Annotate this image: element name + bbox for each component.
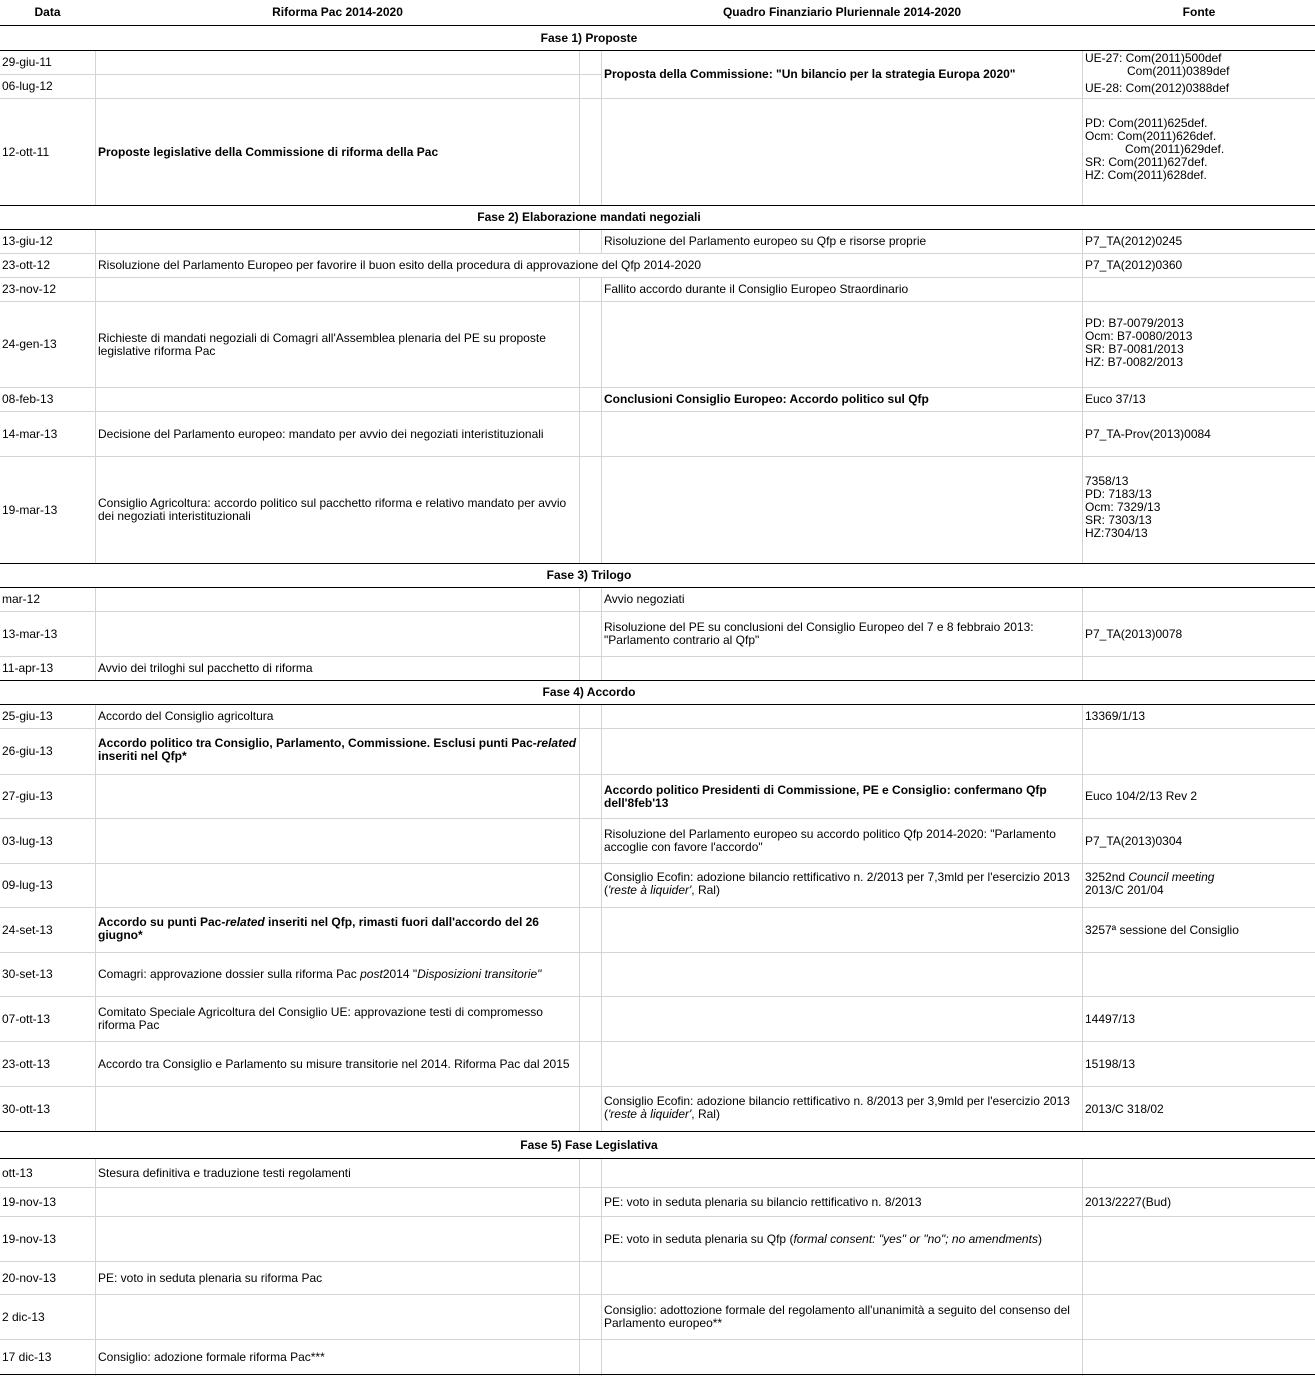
fonte-line: SR: 7303/13	[1085, 513, 1152, 527]
table-row	[0, 1159, 1315, 1187]
fonte-line: PD: Com(2011)625def.	[1085, 116, 1208, 130]
table-row	[0, 588, 1315, 611]
pac-cell: Proposte legislative della Commissione di riforma della Pac	[98, 144, 439, 159]
table-row	[0, 99, 1315, 205]
header-qfp: Quadro Finanziario Pluriennale 2014-2020	[722, 5, 962, 19]
phase-title: Fase 3) Trilogo	[546, 568, 632, 582]
qfp-cell	[602, 1217, 1082, 1261]
fonte-cell	[1083, 864, 1315, 907]
qfp-text: )	[1037, 1231, 1042, 1246]
qfp-cell: PE: voto in seduta plenaria su bilancio rettificativo n. 8/2013	[604, 1194, 922, 1209]
date-cell: 07-ott-13	[2, 1011, 51, 1026]
fonte-cell: Euco 104/2/13 Rev 2	[1085, 789, 1198, 803]
fonte-line: 7358/13	[1085, 474, 1129, 488]
qfp-cell: Avvio negoziati	[604, 592, 685, 606]
table-row	[0, 230, 1315, 253]
qfp-text-italic: 'reste à liquider'	[608, 1107, 692, 1121]
fonte-line: Com(2011)629def.	[1125, 142, 1225, 156]
pac-cell: Comitato Speciale Agricoltura del Consiglio UE: approvazione testi di compromesso riforma Pac	[98, 1005, 543, 1032]
qfp-text-italic: 'reste à liquider'	[608, 883, 692, 897]
fonte-cell: P7_TA-Prov(2013)0084	[1085, 426, 1211, 441]
qfp-text: , Ral)	[691, 1107, 720, 1121]
table-row	[0, 657, 1315, 680]
date-cell: 29-giu-11	[2, 55, 52, 69]
phase-title: Fase 5) Fase Legislativa	[520, 1137, 658, 1152]
fonte-line: UE-27: Com(2011)500def	[1085, 51, 1222, 65]
table-row	[0, 819, 1315, 863]
phase-row	[0, 564, 1315, 587]
date-cell: 08-feb-13	[2, 392, 54, 406]
pac-text: 2014 "	[382, 967, 418, 981]
header-data: Data	[34, 5, 61, 19]
fonte-cell: 15198/13	[1085, 1056, 1136, 1071]
table-row	[0, 705, 1315, 728]
phase-row	[0, 206, 1315, 229]
date-cell: 23-ott-12	[2, 258, 51, 272]
date-cell: 2 dic-13	[2, 1309, 45, 1324]
fonte-cell	[1083, 99, 1315, 205]
qfp-text: PE: voto in seduta plenaria su Qfp (	[604, 1231, 794, 1246]
table-row	[0, 1217, 1315, 1261]
fonte-text: 3252nd	[1085, 870, 1129, 884]
table-row	[0, 302, 1315, 387]
qfp-text: Consiglio Ecofin: adozione bilancio rettificativo n. 2/2013 per 7,3mld per l'esercizio 2013 (	[604, 870, 1070, 897]
pac-text: Accordo politico tra Consiglio, Parlamento, Commissione. Esclusi punti Pac-	[98, 736, 537, 750]
row-divider	[0, 1374, 1315, 1375]
fonte-cell: 2013/2227(Bud)	[1085, 1194, 1172, 1209]
phase-title: Fase 4) Accordo	[542, 685, 636, 699]
fonte-cell: 3257ª sessione del Consiglio	[1085, 922, 1239, 937]
fonte-line: SR: Com(2011)627def.	[1085, 155, 1208, 169]
date-cell: 25-giu-13	[2, 709, 53, 723]
table-row	[0, 612, 1315, 656]
phase-row	[0, 1132, 1315, 1158]
pac-text: Comagri: approvazione dossier sulla riforma Pac	[98, 967, 357, 981]
fonte-text-italic: Council meeting	[1128, 870, 1215, 884]
fonte-cell: P7_TA(2013)0078	[1085, 626, 1183, 641]
date-cell: 19-nov-13	[2, 1194, 57, 1209]
date-cell: 23-ott-13	[2, 1056, 51, 1071]
fonte-cell: P7_TA(2012)0360	[1085, 258, 1183, 272]
header-fonte: Fonte	[1182, 5, 1216, 19]
table-row	[0, 729, 1315, 774]
qfp-cell: Risoluzione del Parlamento europeo su accordo politico Qfp 2014-2020: "Parlamento accoglie con favore l'accordo"	[604, 827, 1056, 854]
pac-cell: Avvio dei triloghi sul pacchetto di riforma	[98, 661, 313, 675]
table-row	[0, 457, 1315, 563]
fonte-cell: 13369/1/13	[1085, 709, 1146, 723]
date-cell: 30-set-13	[2, 967, 53, 981]
date-cell: 19-nov-13	[2, 1231, 57, 1246]
date-cell: 14-mar-13	[2, 426, 58, 441]
fonte-cell: 2013/C 318/02	[1085, 1101, 1164, 1116]
table-row	[0, 1262, 1315, 1294]
pac-text-italic: Disposizioni transitorie"	[417, 967, 542, 981]
header-riforma-pac: Riforma Pac 2014-2020	[272, 5, 403, 19]
qfp-text-italic: formal consent: "yes" or "no"; no amendments	[793, 1231, 1038, 1246]
date-cell: 12-ott-11	[2, 144, 50, 159]
table-row	[0, 412, 1315, 456]
date-cell: 13-giu-12	[2, 234, 53, 248]
pac-cell: PE: voto in seduta plenaria su riforma Pac	[98, 1270, 323, 1285]
pac-text-italic: related	[536, 736, 577, 750]
table-row	[0, 254, 1315, 277]
table-row	[0, 997, 1315, 1041]
date-cell: 17 dic-13	[2, 1349, 52, 1364]
pac-text: inseriti nel Qfp*	[98, 749, 187, 763]
fonte-cell: Euco 37/13	[1085, 392, 1146, 406]
date-cell: 13-mar-13	[2, 626, 58, 641]
date-cell: 09-lug-13	[2, 878, 53, 892]
date-cell: 24-gen-13	[2, 337, 57, 351]
fonte-line: Ocm: 7329/13	[1085, 500, 1161, 514]
fonte-cell: P7_TA(2012)0245	[1085, 234, 1183, 248]
fonte-cell: 14497/13	[1085, 1011, 1136, 1026]
pac-text-italic: related	[225, 915, 265, 929]
table-row	[0, 908, 1315, 952]
date-cell: 19-mar-13	[2, 502, 58, 517]
fonte-cell: P7_TA(2013)0304	[1085, 833, 1183, 848]
fonte-cell	[1083, 302, 1315, 387]
pac-cell: Consiglio Agricoltura: accordo politico sul pacchetto riforma e relativo mandato per avvio dei negoziati interistituzionali	[98, 496, 567, 523]
pac-cell: Decisione del Parlamento europeo: mandato per avvio dei negoziati interistituzionali	[98, 426, 544, 441]
date-cell: 26-giu-13	[2, 744, 53, 758]
table-row	[0, 388, 1315, 411]
qfp-cell: Proposta della Commissione: "Un bilancio per la strategia Europa 2020"	[602, 51, 1082, 98]
pac-text: Accordo su punti Pac-	[98, 915, 226, 929]
table-row	[0, 953, 1315, 996]
phase-title: Fase 2) Elaborazione mandati negoziali	[477, 210, 701, 224]
fonte-line: Ocm: B7-0080/2013	[1085, 329, 1193, 343]
header-row	[0, 0, 1315, 25]
qfp-cell: Risoluzione del Parlamento europeo su Qfp e risorse proprie	[604, 234, 927, 248]
fonte-line: SR: B7-0081/2013	[1085, 342, 1184, 356]
pac-cell: Consiglio: adozione formale riforma Pac***	[98, 1349, 325, 1364]
pac-text-italic: post	[360, 967, 383, 981]
phase-title: Fase 1) Proposte	[540, 30, 638, 45]
qfp-cell: Accordo politico Presidenti di Commissione, PE e Consiglio: confermano Qfp dell'8feb'13	[604, 782, 1047, 810]
date-cell: 24-set-13	[2, 922, 53, 937]
phase-row	[0, 681, 1315, 704]
fonte-cell: UE-28: Com(2012)0388def	[1085, 81, 1230, 95]
qfp-text: , Ral)	[691, 883, 720, 897]
date-cell: 23-nov-12	[2, 282, 57, 296]
date-cell: 27-giu-13	[2, 789, 53, 803]
qfp-cell: Fallito accordo durante il Consiglio Europeo Straordinario	[604, 282, 909, 296]
date-cell: 20-nov-13	[2, 1270, 57, 1285]
table-row	[0, 278, 1315, 301]
pac-cell	[96, 908, 579, 952]
fonte-line: PD: B7-0079/2013	[1085, 316, 1184, 330]
fonte-line: HZ: B7-0082/2013	[1085, 355, 1184, 369]
table-row	[0, 1295, 1315, 1339]
table-row	[0, 864, 1315, 907]
date-cell: 06-lug-12	[2, 79, 53, 93]
table-row	[0, 1087, 1315, 1131]
qfp-cell: Consiglio: adottozione formale del regolamento all'unanimità a seguito del consenso del Parlamento europeo**	[604, 1303, 1070, 1330]
pac-cell: Accordo tra Consiglio e Parlamento su misure transitorie nel 2014. Riforma Pac dal 2015	[98, 1056, 570, 1071]
pac-cell	[96, 953, 579, 996]
qfp-text: Consiglio Ecofin: adozione bilancio rettificativo n. 8/2013 per 3,9mld per l'esercizio 2013 (	[604, 1094, 1070, 1121]
table-row	[0, 1340, 1315, 1374]
qfp-cell	[602, 864, 1082, 907]
date-cell: mar-12	[2, 592, 41, 606]
fonte-line: PD: 7183/13	[1085, 487, 1152, 501]
phase-row	[0, 26, 1315, 50]
qfp-cell: Conclusioni Consiglio Europeo: Accordo politico sul Qfp	[604, 392, 929, 406]
fonte-line: Ocm: Com(2011)626def.	[1085, 129, 1217, 143]
table-row	[0, 1042, 1315, 1086]
pac-text: inseriti nel Qfp, rimasti fuori dall'accordo del 26 giugno*	[98, 915, 539, 942]
qfp-cell	[602, 1087, 1082, 1131]
pac-cell: Accordo del Consiglio agricoltura	[98, 709, 274, 723]
fonte-line: 2013/C 201/04	[1085, 883, 1164, 897]
table-row	[0, 775, 1315, 818]
pac-cell: Stesura definitiva e traduzione testi regolamenti	[98, 1165, 351, 1180]
date-cell: 03-lug-13	[2, 833, 53, 848]
date-cell: 30-ott-13	[2, 1101, 51, 1116]
table-row	[0, 1188, 1315, 1216]
pac-cell	[96, 729, 579, 774]
qfp-cell: Risoluzione del PE su conclusioni del Consiglio Europeo del 7 e 8 febbraio 2013: "Parlamento contrario al Qfp"	[604, 620, 1034, 647]
fonte-line: HZ:7304/13	[1085, 526, 1148, 540]
fonte-line: Com(2011)0389def	[1127, 64, 1230, 78]
date-cell: 11-apr-13	[2, 661, 54, 675]
date-cell: ott-13	[2, 1165, 33, 1180]
pac-cell: Richieste di mandati negoziali di Comagri all'Assemblea plenaria del PE su proposte legislative riforma Pac	[98, 330, 546, 358]
pac-cell: Risoluzione del Parlamento Europeo per favorire il buon esito della procedura di approvazione del Qfp 2014-2020	[96, 254, 1082, 277]
fonte-line: HZ: Com(2011)628def.	[1085, 168, 1207, 182]
fonte-cell	[1083, 457, 1315, 563]
